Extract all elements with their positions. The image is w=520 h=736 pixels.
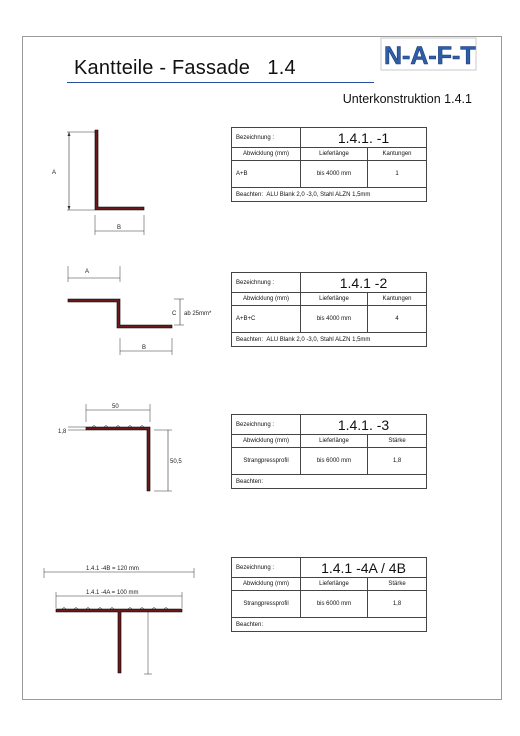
beachten-label: Beachten: (236, 191, 264, 198)
beachten-label: Beachten: (236, 336, 264, 343)
col-header-abwicklung: Abwicklung (mm) (232, 578, 301, 591)
dim-thick-label: 1,8 (58, 429, 67, 435)
spec-table-1 (231, 127, 427, 202)
abwicklung-value: Strangpressprofil (232, 591, 301, 618)
dim-b-label: B (117, 225, 122, 231)
beachten-row (232, 618, 427, 632)
col-header-staerke: Stärke (368, 435, 427, 448)
profile-drawing-4 (40, 562, 210, 682)
spec-table-3 (231, 414, 427, 489)
beachten-label: Beachten: (236, 478, 264, 485)
col-header-lieferlaenge: Lieferlänge (301, 578, 368, 591)
col-header-abwicklung: Abwicklung (mm) (232, 435, 301, 448)
dim-4a-label: 1.4.1 -4A = 100 mm (86, 590, 139, 596)
part-code: 1.4.1 -4A / 4B (301, 558, 427, 578)
beachten-row (232, 188, 427, 202)
abwicklung-value: A+B (232, 161, 301, 188)
beachten-text: ALU Blank 2,0 -3,0, Stahl ALZN 1,5mm (266, 336, 371, 343)
lieferlaenge-value: bis 4000 mm (301, 161, 368, 188)
profile-drawing-1 (50, 125, 160, 240)
profile-drawing-3 (56, 400, 186, 500)
naft-logo (380, 35, 480, 73)
dim-4b-label: 1.4.1 -4B = 120 mm (86, 566, 139, 572)
dim-top-label: 50 (112, 404, 119, 410)
title-underline (67, 82, 374, 83)
dim-height-label: 50,5 (170, 459, 182, 465)
bezeichnung-label: Bezeichnung : (232, 273, 301, 293)
part-code: 1.4.1 -2 (301, 273, 427, 293)
col-header-lieferlaenge: Lieferlänge (301, 148, 368, 161)
beachten-row (232, 333, 427, 347)
logo-text: N-A-F-T (384, 42, 476, 70)
staerke-value: 1,8 (368, 448, 427, 475)
spec-table-4 (231, 557, 427, 632)
dim-b-label: B (142, 345, 147, 351)
lieferlaenge-value: bis 6000 mm (301, 591, 368, 618)
dim-a-label: A (52, 170, 57, 176)
col-header-abwicklung: Abwicklung (mm) (232, 148, 301, 161)
beachten-text: ALU Blank 2,0 -3,0, Stahl ALZN 1,5mm (266, 191, 371, 198)
lieferlaenge-value: bis 6000 mm (301, 448, 368, 475)
profile-drawing-2 (62, 262, 232, 362)
bezeichnung-label: Bezeichnung : (232, 558, 301, 578)
dim-a-label: A (85, 269, 90, 275)
page-subtitle: Unterkonstruktion 1.4.1 (342, 92, 472, 106)
abwicklung-value: Strangpressprofil (232, 448, 301, 475)
bezeichnung-label: Bezeichnung : (232, 128, 301, 148)
staerke-value: 1,8 (368, 591, 427, 618)
kantungen-value: 1 (368, 161, 427, 188)
bezeichnung-label: Bezeichnung : (232, 415, 301, 435)
part-code: 1.4.1. -3 (301, 415, 427, 435)
beachten-row (232, 475, 427, 489)
abwicklung-value: A+B+C (232, 306, 301, 333)
col-header-kantungen: Kantungen (368, 293, 427, 306)
part-code: 1.4.1. -1 (301, 128, 427, 148)
col-header-abwicklung: Abwicklung (mm) (232, 293, 301, 306)
col-header-lieferlaenge: Lieferlänge (301, 435, 368, 448)
spec-table-2 (231, 272, 427, 347)
beachten-label: Beachten: (236, 621, 264, 628)
col-header-kantungen: Kantungen (368, 148, 427, 161)
col-header-lieferlaenge: Lieferlänge (301, 293, 368, 306)
page-title: Kantteile - Fassade 1.4 (74, 57, 296, 79)
lieferlaenge-value: bis 4000 mm (301, 306, 368, 333)
dim-c-note: ab 25mm* (184, 311, 212, 317)
col-header-staerke: Stärke (368, 578, 427, 591)
kantungen-value: 4 (368, 306, 427, 333)
dim-c-label: C (172, 311, 177, 317)
